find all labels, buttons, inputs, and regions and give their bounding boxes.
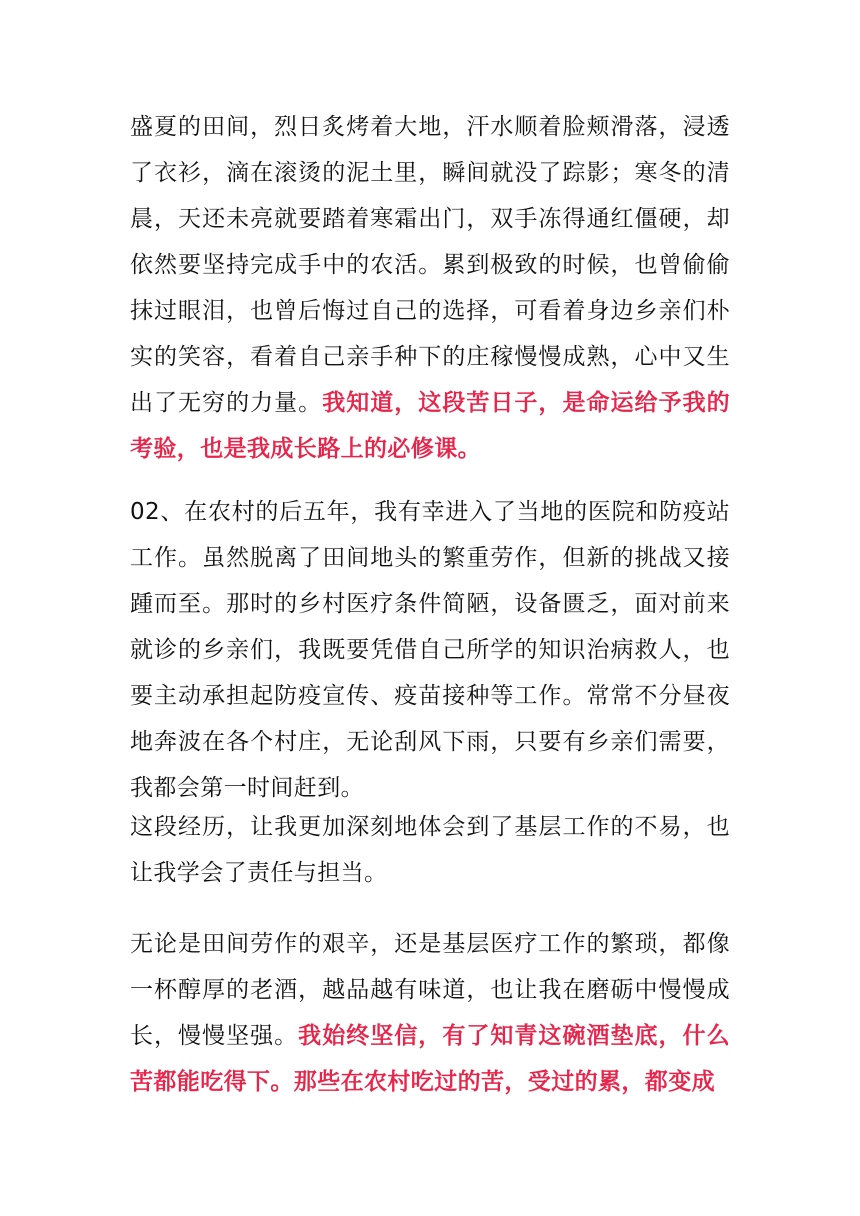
highlighted-text: 我知道，这段苦日子，是命运给予我的考验，也是我成长路上的必修课。 <box>130 390 730 462</box>
paragraph-text: 02、在农村的后五年，我有幸进入了当地的医院和防疫站工作。虽然脱离了田间地头的繁重劳作，但新的挑战又接踵而至。那时的乡村医疗条件简陋，设备匮乏，面对前来就诊的乡亲们，我既要凭借自己所学的知识治病救人，也要主动承担起防疫宣传、疫苗接种等工作。常常不分昼夜地奔波在各个村庄，无论刮风下雨，只要有乡亲们需要，我都会第一时间赶到。 <box>130 499 730 801</box>
paragraph-experience <box>130 804 730 896</box>
paragraph-text: 盛夏的田间，烈日炙烤着大地，汗水顺着脸颊滑落，浸透了衣衫，滴在滚烫的泥土里，瞬间就没了踪影；寒冬的清晨，天还未亮就要踏着寒霜出门，双手冻得通红僵硬，却依然要坚持完成手中的农活。累到极致的时候，也曾偷偷抹过眼泪，也曾后悔过自己的选择，可看着身边乡亲们朴实的笑容，看着自己亲手种下的庄稼慢慢成熟，心中又生出了无穷的力量。 <box>130 114 730 416</box>
paragraph-text: 这段经历，让我更加深刻地体会到了基层工作的不易，也让我学会了责任与担当。 <box>130 814 730 886</box>
paragraph-text: 无论是田间劳作的艰辛，还是基层医疗工作的繁琐，都像一杯醇厚的老酒，越品越有味道，也让我在磨砺中慢慢成长，慢慢坚强。 <box>130 931 730 1049</box>
paragraph-summer-winter-farm-work <box>130 104 730 472</box>
paragraph-hospital-work <box>130 489 730 811</box>
highlighted-text: 我始终坚信，有了知青这碗酒垫底，什么苦都能吃得下。那些在农村吃过的苦，受过的累，都变成 <box>130 1023 730 1095</box>
paragraph-conclusion <box>130 921 730 1105</box>
